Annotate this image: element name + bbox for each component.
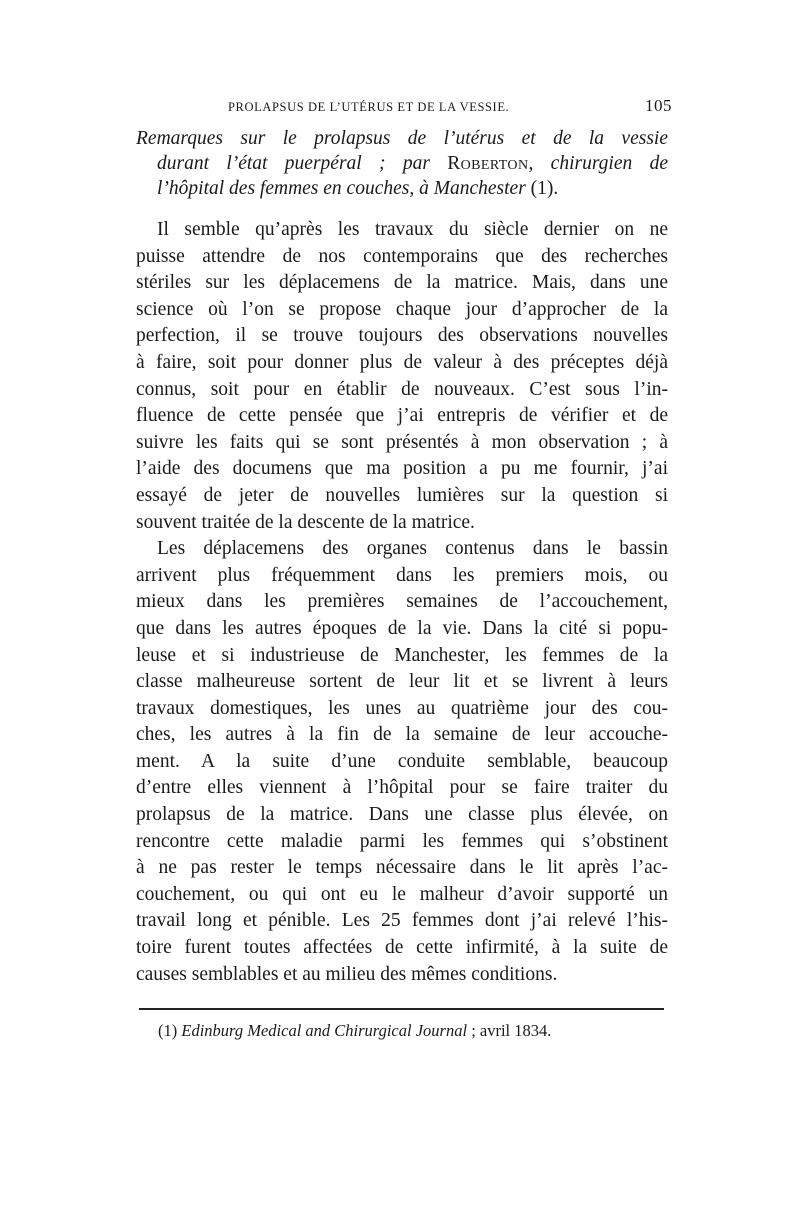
footnote-journal: Edinburg Medical and Chirurgical Journal [181, 1021, 468, 1041]
paragraph-line: à ne pas rester le temps nécessaire dans le lit après l’ac- [136, 857, 668, 879]
paragraph-line: Il semble qu’après les travaux du siècle dernier on ne [157, 219, 668, 240]
paragraph-1 [136, 217, 668, 536]
paragraph-line: classe malheureuse sortent de leur lit et se livrent à leurs [136, 671, 668, 693]
body-text [136, 217, 668, 988]
paragraph-line: suivre les faits qui se sont présentés à mon observation ; à [136, 431, 668, 453]
footnote-reference: (1). [530, 178, 559, 199]
book-page [136, 96, 672, 1042]
paragraph-line: d’entre elles viennent à l’hôpital pour se faire traiter du [136, 777, 668, 799]
footnote-rest: ; avril 1834. [467, 1021, 552, 1041]
paragraph-line: travail long et pénible. Les 25 femmes dont j’ai relevé l’his- [136, 910, 668, 932]
paragraph-line: perfection, il se trouve toujours des observations nouvelles [136, 325, 668, 347]
heading-line-1: Remarques sur le prolapsus de l’utérus et de la vessie [136, 128, 668, 149]
heading-line-2-suffix: , chirurgien de [528, 153, 668, 174]
paragraph-line: arrivent plus fréquemment dans les premiers mois, ou [136, 564, 668, 586]
paragraph-line: à faire, soit pour donner plus de valeur à des préceptes déjà [136, 351, 668, 373]
paragraph-line: causes semblables et au milieu des mêmes conditions. [136, 963, 558, 985]
paragraph-line: l’aide des documens que ma position a pu me fournir, j’ai [136, 458, 668, 480]
paragraph-line: rencontre cette maladie parmi les femmes qui s’obstinent [136, 830, 668, 852]
footnote-divider [139, 1008, 664, 1010]
paragraph-line: toire furent toutes affectées de cette infirmité, à la suite de [136, 937, 668, 959]
heading-line-3-text: l’hôpital des femmes en couches, à Manchester [157, 178, 531, 199]
paragraph-line: stériles sur les déplacemens de la matrice. Mais, dans une [136, 272, 668, 294]
running-head-title: PROLAPSUS DE L’UTÉRUS ET DE LA VESSIE. [228, 100, 510, 114]
heading-line-2-prefix: durant l’état puerpéral ; par [157, 153, 448, 174]
paragraph-line: connus, soit pour en établir de nouveaux. C’est sous l’in- [136, 378, 668, 400]
heading-line-2 [136, 151, 668, 176]
paragraph-line: fluence de cette pensée que j’ai entrepris de vérifier et de [136, 405, 668, 427]
paragraph-line: souvent traitée de la descente de la matrice. [136, 511, 475, 533]
paragraph-line: puisse attendre de nos contemporains que des recherches [136, 245, 668, 267]
paragraph-line: essayé de jeter de nouvelles lumières sur la question si [136, 484, 668, 506]
paragraph-line: Les déplacemens des organes contenus dans le bassin [157, 538, 668, 560]
footnote [136, 1020, 668, 1042]
running-head [228, 96, 672, 122]
paragraph-2 [136, 536, 668, 988]
heading-author: Roberton [447, 153, 529, 174]
heading-line-3 [136, 176, 668, 201]
paragraph-line: ment. A la suite d’une conduite semblable, beaucoup [136, 750, 668, 772]
paragraph-line: leuse et si industrieuse de Manchester, les femmes de la [136, 644, 668, 666]
paragraph-line: travaux domestiques, les unes au quatrième jour des cou- [136, 697, 668, 719]
paragraph-line: ches, les autres à la fin de la semaine de leur accouche- [136, 724, 668, 746]
footnote-marker: (1) [158, 1021, 182, 1041]
paragraph-line: que dans les autres époques de la vie. Dans la cité si popu- [136, 617, 668, 639]
article-heading [136, 126, 668, 201]
paragraph-line: mieux dans les premières semaines de l’accouchement, [136, 591, 668, 613]
paragraph-line: couchement, ou qui ont eu le malheur d’avoir supporté un [136, 883, 668, 905]
page-number: 105 [645, 96, 672, 115]
paragraph-line: science où l’on se propose chaque jour d’approcher de la [136, 298, 668, 320]
paragraph-line: prolapsus de la matrice. Dans une classe plus élevée, on [136, 804, 668, 826]
